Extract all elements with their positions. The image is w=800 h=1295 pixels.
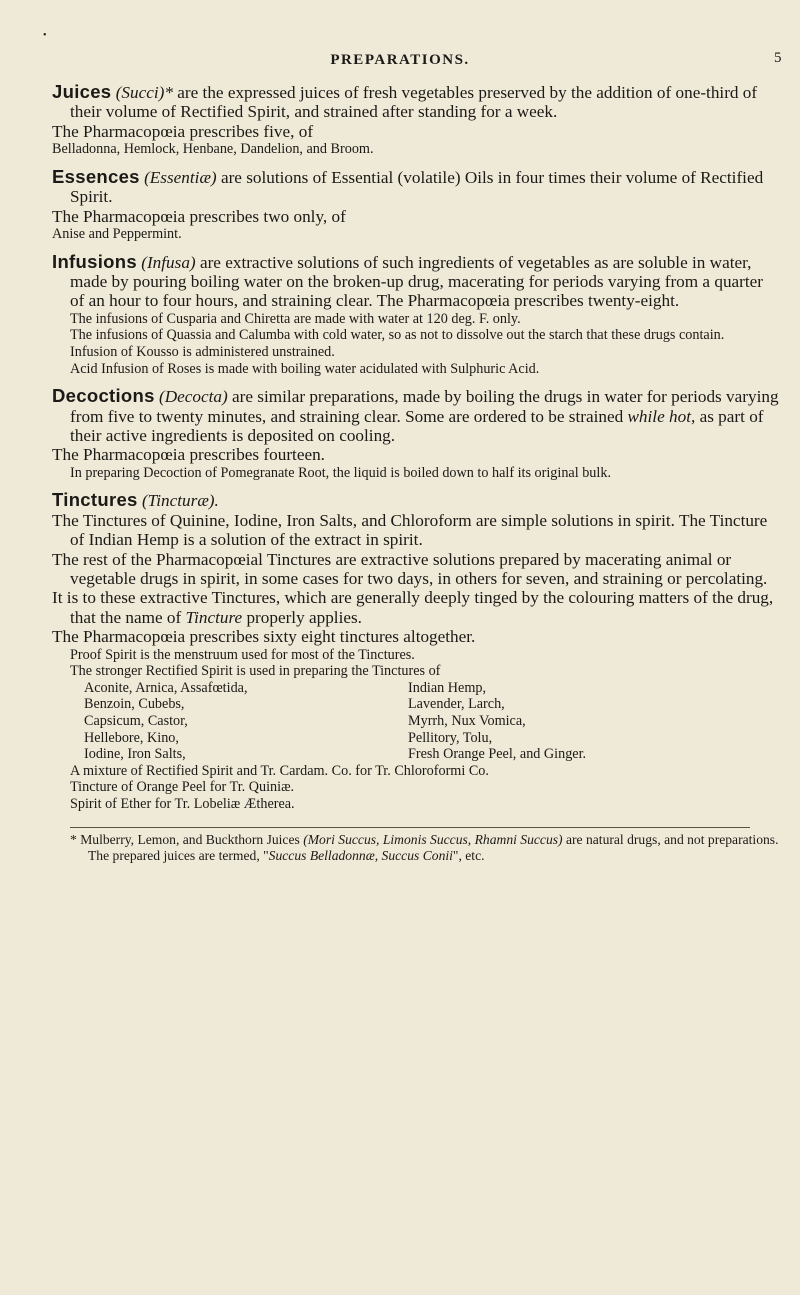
list-item: Aconite, Arnica, Assafœtida,	[84, 679, 248, 696]
list-item: Capsicum, Castor,	[84, 713, 188, 730]
list-item: Pellitory, Tolu,	[408, 729, 493, 746]
infusions-note: The infusions of Cusparia and Chiretta are made with water at 120 deg. F. only.	[70, 310, 521, 327]
footnote-lead: * Mulberry, Lemon, and Buckthorn Juices	[70, 831, 304, 847]
juices-prescribes: The Pharmacopœia prescribes five, of	[52, 121, 314, 141]
juices-latin: (Succi)*	[115, 83, 173, 102]
decoctions-italic: while hot,	[627, 406, 696, 426]
footnote-latin-2: Succus Belladonnæ, Succus Conii	[268, 847, 453, 863]
section-decoctions	[52, 386, 780, 481]
tinctures-text-a: It is to these extractive Tinctures, which are generally deeply tinged by the colouring matters of the drug, that the name of	[52, 588, 774, 627]
decoctions-note: In preparing Decoction of Pomegranate Root, the liquid is boiled down to half its original bulk.	[70, 464, 611, 481]
list-item: Lavender, Larch,	[408, 696, 505, 713]
essences-latin: (Essentiæ)	[144, 167, 217, 187]
essences-paragraph	[52, 167, 780, 207]
section-tinctures	[52, 490, 780, 812]
juices-text: are the expressed juices of fresh vegetables preserved by the addition of one-third of their volume of Rectified Spirit, and strained after standing for a week.	[70, 83, 758, 122]
tinctures-note: Tincture of Orange Peel for Tr. Quiniæ.	[70, 779, 295, 796]
footnote-mid: are natural drugs, and not preparations. The prepared juices are termed, "	[88, 831, 779, 863]
essences-list: Anise and Peppermint.	[52, 226, 182, 243]
section-juices	[52, 82, 780, 158]
infusions-text: are extractive solutions of such ingredients of vegetables as are soluble in water, made by pouring boiling water on the broken-up drug, macerating for periods varying from a quarter of an hour to four hours, and straining clear. The Pharmacopœia prescribes twenty-eight.	[70, 252, 764, 311]
tinctures-heading-line	[52, 490, 780, 510]
essences-heading: Essences	[52, 165, 140, 187]
footnote-end: ", etc.	[452, 847, 485, 863]
tinctures-list-columns	[70, 680, 780, 763]
decoctions-paragraph	[52, 386, 780, 445]
margin-bullet: •	[43, 30, 47, 41]
juices-heading: Juices	[52, 81, 112, 102]
page-number: 5	[774, 50, 782, 66]
list-item: Hellebore, Kino,	[84, 729, 179, 746]
infusions-note: The infusions of Quassia and Calumba with cold water, so as not to dissolve out the starch that these drugs contain.	[70, 327, 725, 344]
list-item: Benzoin, Cubebs,	[84, 696, 185, 713]
juices-paragraph	[52, 82, 780, 122]
decoctions-heading: Decoctions	[52, 385, 155, 407]
list-item: Indian Hemp,	[408, 679, 487, 696]
tinctures-note: The stronger Rectified Spirit is used in preparing the Tinctures of	[70, 663, 441, 680]
running-title: PREPARATIONS.	[330, 52, 470, 68]
tinctures-list-left	[70, 680, 408, 763]
decoctions-text-a: are similar preparations, made by boiling the drugs in water for periods varying from five to twenty minutes, and straining clear. Some are ordered to be strained	[70, 387, 779, 426]
essences-prescribes: The Pharmacopœia prescribes two only, of	[52, 206, 346, 226]
juices-list: Belladonna, Hemlock, Henbane, Dandelion, and Broom.	[52, 141, 374, 158]
page-body	[52, 82, 780, 864]
tinctures-heading: Tinctures	[52, 489, 138, 511]
tinctures-latin: (Tincturæ).	[141, 491, 219, 511]
section-essences	[52, 167, 780, 243]
list-item: Fresh Orange Peel, and Ginger.	[408, 746, 587, 763]
decoctions-text-b: as part of their active ingredients is deposited on cooling.	[70, 406, 764, 446]
section-infusions	[52, 252, 780, 378]
footnote-rule	[70, 827, 750, 828]
tinctures-note: Spirit of Ether for Tr. Lobeliæ Ætherea.	[70, 796, 295, 813]
tinctures-note: Proof Spirit is the menstruum used for most of the Tinctures.	[70, 646, 415, 663]
decoctions-latin: (Decocta)	[159, 387, 228, 407]
tinctures-list-right	[408, 680, 738, 763]
footnote	[70, 832, 788, 864]
footnote-latin-1: (Mori Succus, Limonis Succus, Rhamni Succus)	[303, 831, 563, 847]
essences-text: are solutions of Essential (volatile) Oils in four times their volume of Rectified Spirit.	[70, 167, 764, 207]
tinctures-paragraph-2: The rest of the Pharmacopœial Tinctures are extractive solutions prepared by macerating animal or vegetable drugs in spirit, in some cases for two days, in others for seven, and straining or percolating.	[52, 549, 768, 589]
infusions-latin: (Infusa)	[141, 252, 196, 272]
infusions-paragraph	[52, 252, 780, 311]
tinctures-note: A mixture of Rectified Spirit and Tr. Cardam. Co. for Tr. Chloroformi Co.	[70, 762, 489, 779]
tinctures-text-b: properly applies.	[242, 607, 362, 627]
tinctures-paragraph-3	[52, 588, 780, 627]
infusions-note: Infusion of Kousso is administered unstrained.	[70, 344, 335, 361]
list-item: Iodine, Iron Salts,	[84, 746, 186, 763]
list-item: Myrrh, Nux Vomica,	[408, 713, 526, 730]
tinctures-paragraph-1: The Tinctures of Quinine, Iodine, Iron Salts, and Chloroform are simple solutions in spirit. The Tincture of Indian Hemp is a solution of the extract in spirit.	[52, 510, 768, 550]
tinctures-prescribes: The Pharmacopœia prescribes sixty eight tinctures altogether.	[52, 627, 476, 647]
tinctures-italic: Tincture	[185, 607, 243, 627]
infusions-note: Acid Infusion of Roses is made with boiling water acidulated with Sulphuric Acid.	[70, 360, 540, 377]
infusions-heading: Infusions	[52, 250, 137, 272]
decoctions-prescribes: The Pharmacopœia prescribes fourteen.	[52, 445, 325, 465]
